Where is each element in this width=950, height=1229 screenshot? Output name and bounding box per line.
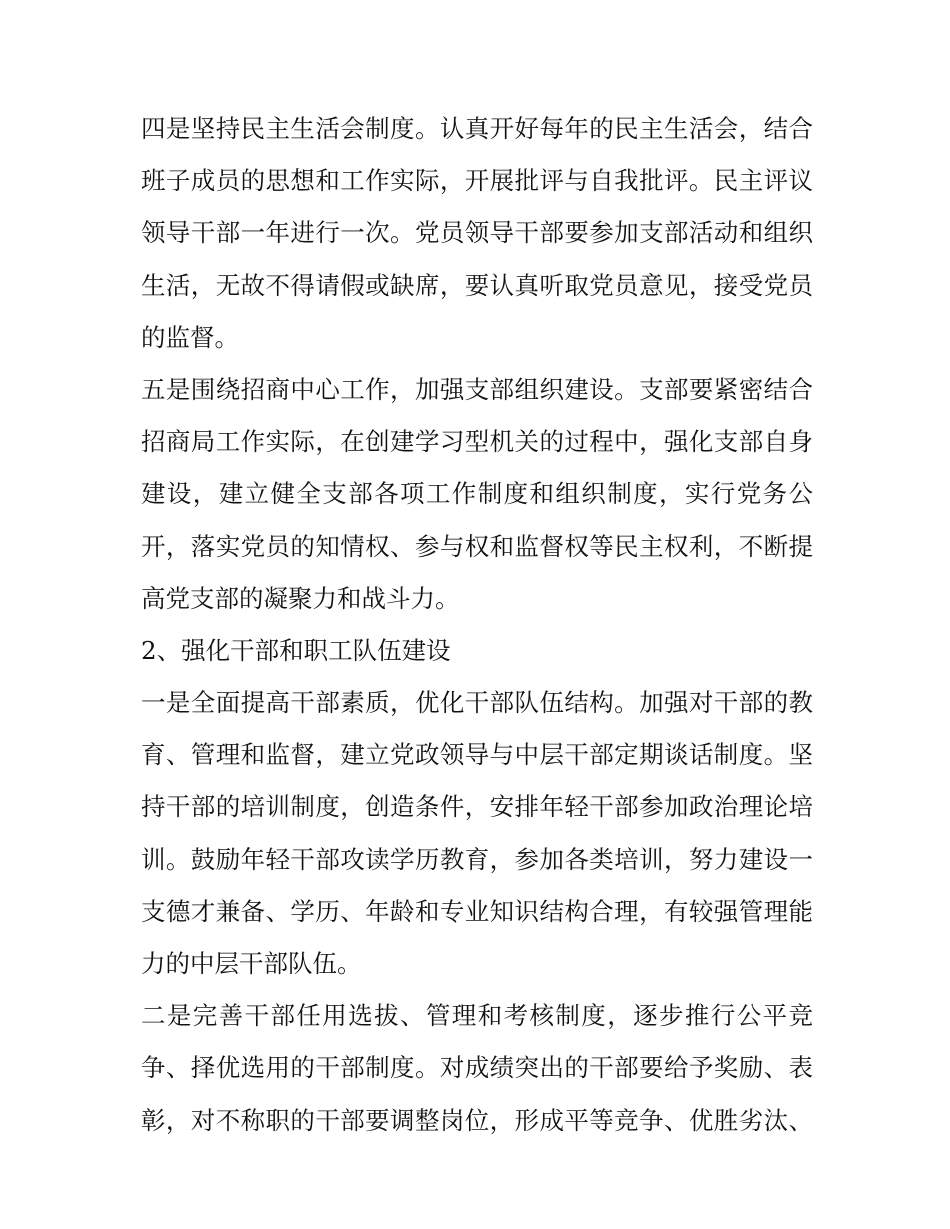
text-line: 的监督。: [141, 322, 239, 352]
section-heading-text: 2、强化干部和职工队伍建设: [141, 635, 451, 665]
text-line: 四是坚持民主生活会制度。认真开好每年的民主生活会，结合: [141, 114, 813, 143]
paragraph-democratic-life-meeting: [141, 103, 813, 364]
text-line: 持干部的培训制度，创造条件，安排年轻干部参加政治理论培: [141, 792, 813, 822]
text-line: 建设，建立健全支部各项工作制度和组织制度，实行党务公: [141, 479, 813, 509]
text-line: 开，落实党员的知情权、参与权和监督权等民主权利，不断提: [141, 531, 813, 561]
text-line: 生活，无故不得请假或缺席，要认真听取党员意见，接受党员: [141, 270, 813, 300]
section-heading: [141, 625, 813, 677]
document-body: [141, 103, 813, 1147]
text-line: 高党支部的凝聚力和战斗力。: [141, 583, 460, 613]
text-line: 争、择优选用的干部制度。对成绩突出的干部要给予奖励、表: [141, 1053, 813, 1083]
paragraph-branch-organization: [141, 364, 813, 625]
text-line: 一是全面提高干部素质，优化干部队伍结构。加强对干部的教: [141, 688, 813, 718]
text-line: 力的中层干部队伍。: [141, 949, 362, 978]
text-line: 支德才兼备、学历、年龄和专业知识结构合理，有较强管理能: [141, 896, 813, 926]
text-line: 领导干部一年进行一次。党员领导干部要参加支部活动和组织: [141, 218, 813, 248]
text-line: 二是完善干部任用选拔、管理和考核制度，逐步推行公平竞: [141, 1001, 813, 1031]
paragraph-cadre-quality: [141, 677, 813, 990]
text-line: 训。鼓励年轻干部攻读学历教育，参加各类培训，努力建设一: [141, 844, 813, 874]
paragraph-cadre-selection: [141, 990, 813, 1147]
text-line: 招商局工作实际，在创建学习型机关的过程中，强化支部自身: [141, 427, 813, 457]
text-line: 彰，对不称职的干部要调整岗位，形成平等竞争、优胜劣汰、: [141, 1105, 813, 1135]
text-line: 五是围绕招商中心工作，加强支部组织建设。支部要紧密结合: [141, 374, 813, 404]
text-line: 育、管理和监督，建立党政领导与中层干部定期谈话制度。坚: [141, 740, 813, 770]
text-line: 班子成员的思想和工作实际，开展批评与自我批评。民主评议: [141, 166, 813, 196]
